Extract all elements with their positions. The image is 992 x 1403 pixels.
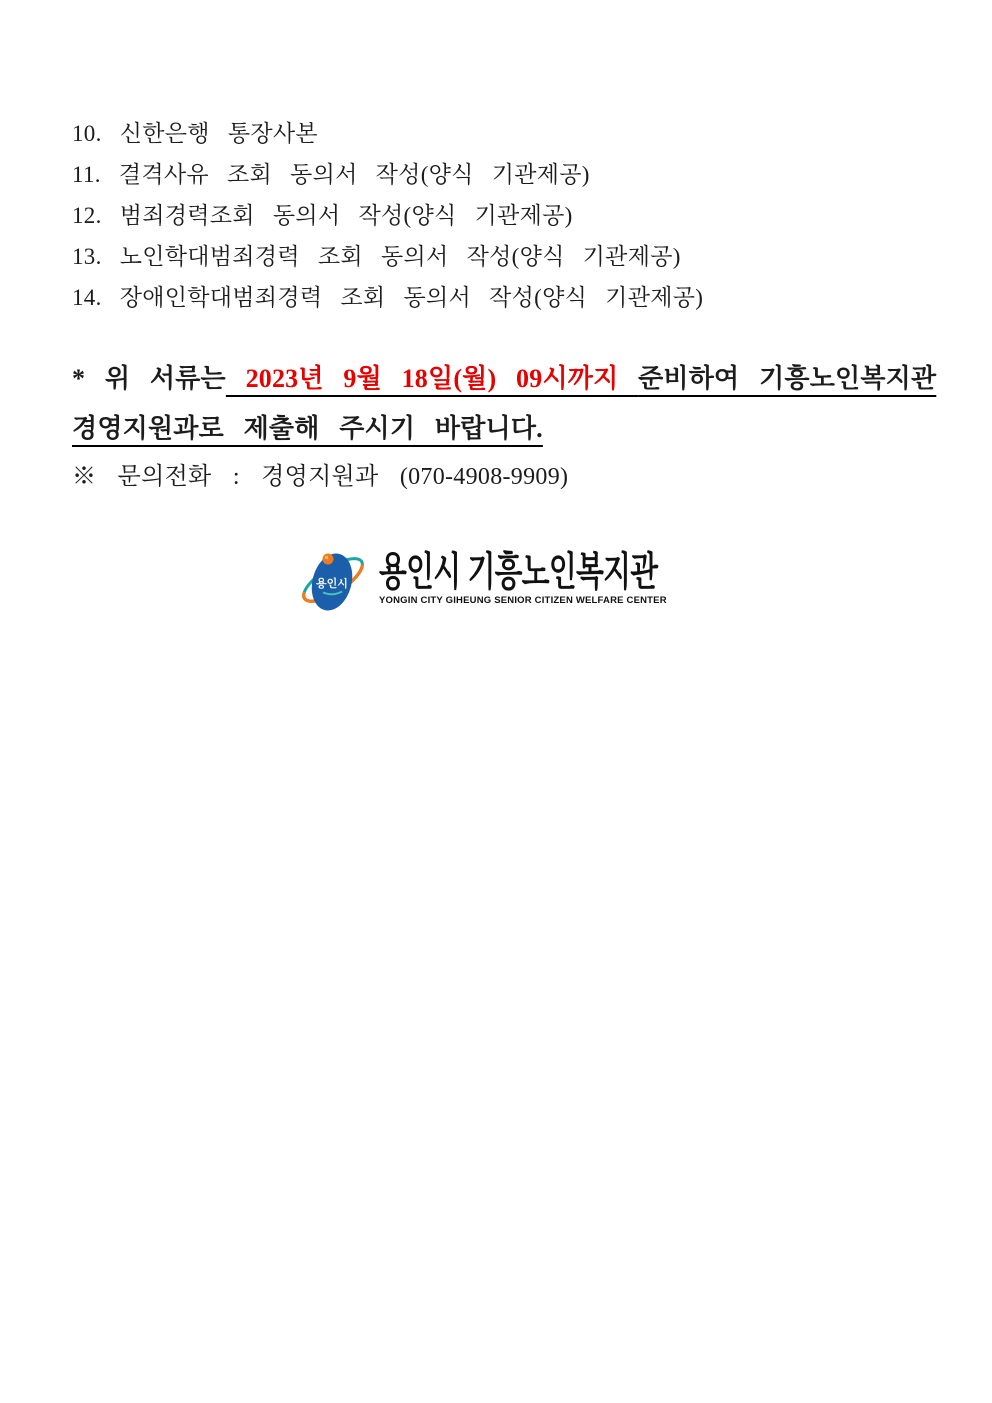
organization-logo — [296, 546, 766, 616]
notice-prefix: * 위 서류는 — [72, 364, 226, 393]
emblem-label: 용인시 — [316, 578, 348, 590]
list-item: 10. 신한은행 통장사본 — [72, 121, 318, 146]
list-item: 14. 장애인학대범죄경력 조회 동의서 작성(양식 기관제공) — [72, 285, 704, 310]
notice-line2: 경영지원과로 제출해 주시기 바랍니다. — [72, 414, 543, 443]
list-item: 12. 범죄경력조회 동의서 작성(양식 기관제공) — [72, 203, 573, 228]
contact-line: ※ 문의전화 : 경영지원과 (070-4908-9909) — [72, 464, 569, 490]
notice-line1-rest: 준비하여 기흥노인복지관 — [638, 364, 937, 393]
notice-paragraph — [72, 354, 936, 454]
logo-title: 용인시 기흥노인복지관 — [379, 550, 658, 594]
list-item: 11. 결격사유 조회 동의서 작성(양식 기관제공) — [72, 162, 590, 187]
logo-text-block — [379, 550, 766, 606]
logo-subtitle: YONGIN CITY GIHEUNG SENIOR CITIZEN WELFARE CENTER — [379, 595, 667, 606]
list-item: 13. 노인학대범죄경력 조회 동의서 작성(양식 기관제공) — [72, 244, 681, 269]
deadline-text: 2023년 9월 18일(월) 09시까지 — [225, 364, 639, 393]
city-emblem-icon — [296, 546, 370, 616]
document-list — [72, 113, 703, 318]
